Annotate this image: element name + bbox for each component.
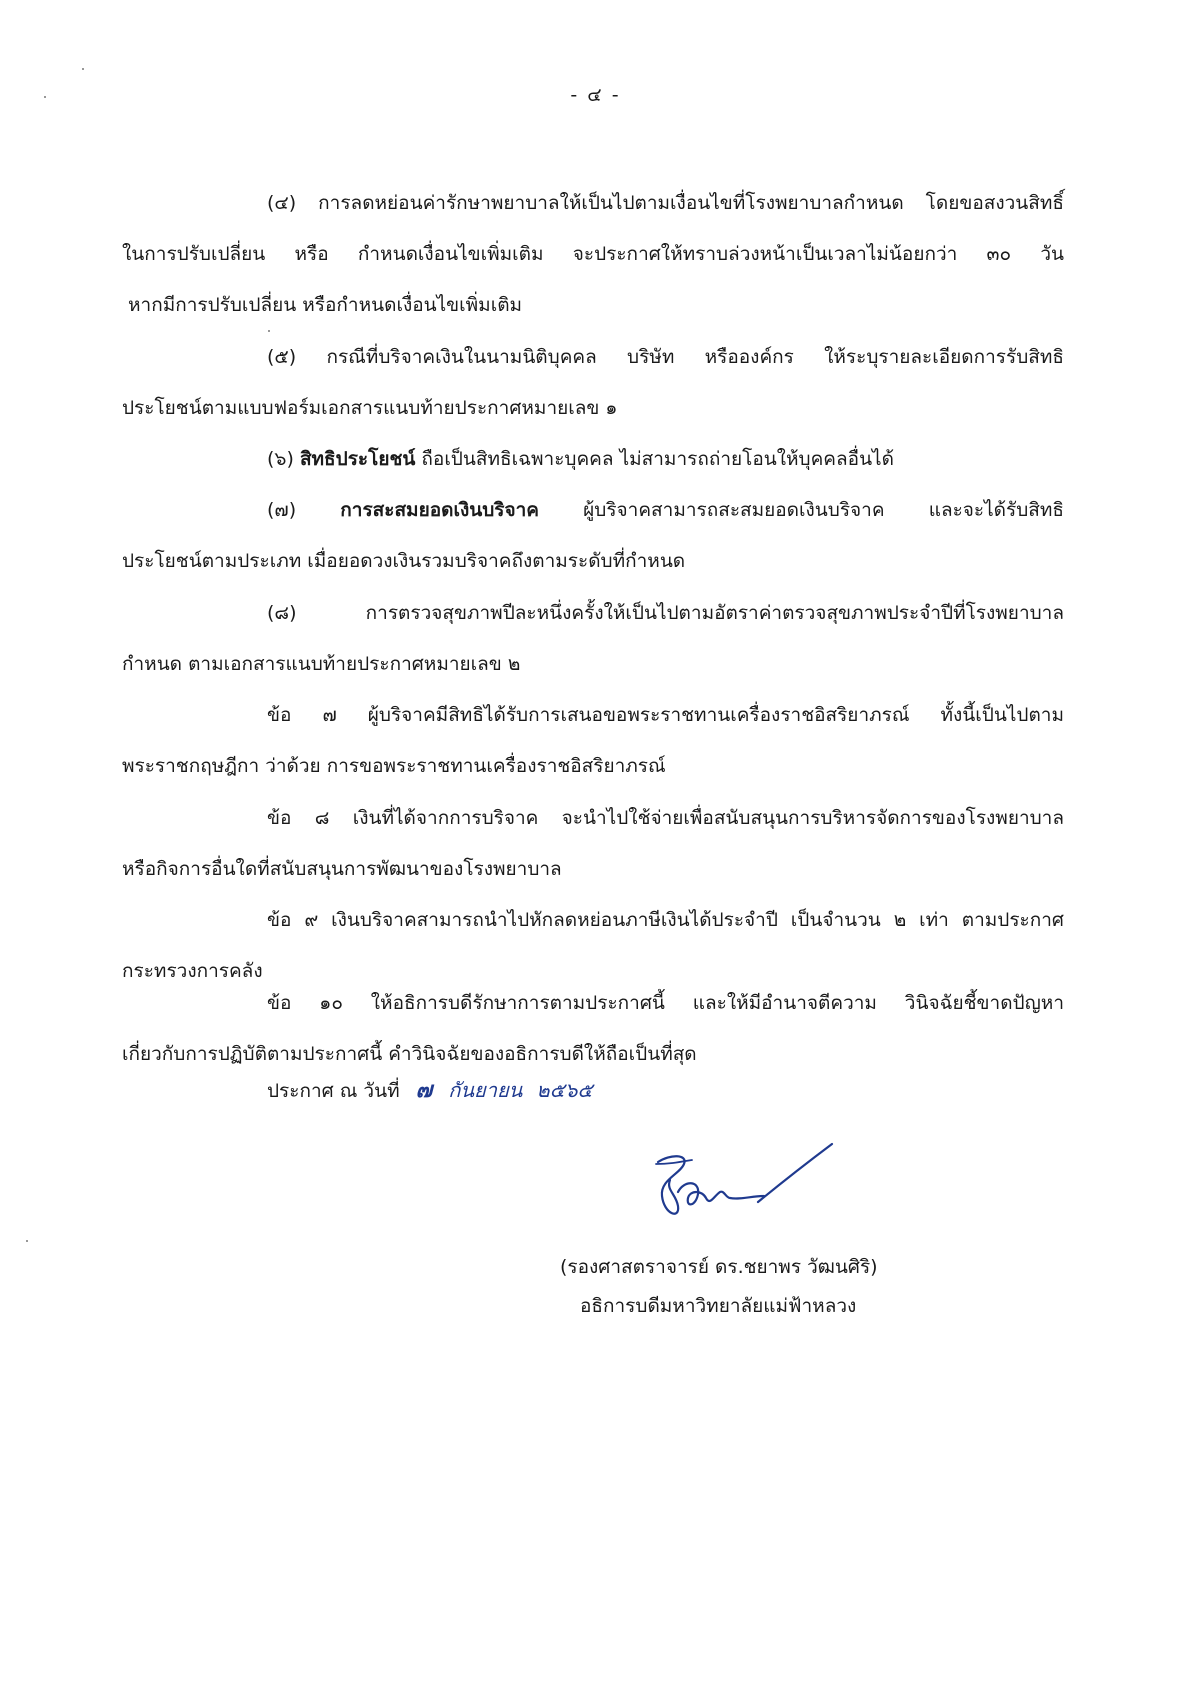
clause-item-7-text: ผู้บริจาคสามารถสะสมยอดเงินบริจาค และจะได้รับสิทธิ <box>539 499 1065 521</box>
article-8 <box>122 793 1064 895</box>
article-10-line-2: เกี่ยวกับการปฏิบัติตามประกาศนี้ คำวินิจฉัยของอธิการบดีให้ถือเป็นที่สุด <box>122 1043 697 1065</box>
clause-item-6-text: ถือเป็นสิทธิเฉพาะบุคคล ไม่สามารถถ่ายโอนให้บุคคลอื่นได้ <box>415 448 894 470</box>
clause-item-8-line-2: กำหนด ตามเอกสารแนบท้ายประกาศหมายเลข ๒ <box>122 653 521 675</box>
clause-item-8 <box>122 588 1064 690</box>
clause-item-7-line-1 <box>122 485 1064 536</box>
announcement-date <box>267 1072 593 1107</box>
signer-name: (รองศาสตราจารย์ ดร.ชยาพร วัฒนศิริ) <box>560 1256 878 1278</box>
announcement-date-label: ประกาศ ณ วันที่ <box>267 1080 400 1102</box>
scan-speck <box>268 330 270 332</box>
article-10-line-1: ข้อ ๑๐ ให้อธิการบดีรักษาการตามประกาศนี้ และให้มีอำนาจตีความ วินิจฉัยชี้ขาดปัญหา <box>267 992 1064 1014</box>
clause-item-7-heading: การสะสมยอดเงินบริจาค <box>340 499 539 521</box>
article-9-line-2: กระทรวงการคลัง <box>122 960 263 982</box>
scan-speck <box>26 1240 28 1242</box>
announcement-date-year: ๒๕๖๕ <box>536 1078 593 1102</box>
clause-item-4-line-2: ในการปรับเปลี่ยน หรือ กำหนดเงื่อนไขเพิ่มเติม จะประกาศให้ทราบล่วงหน้าเป็นเวลาไม่น้อยกว่า ๓๐ วัน <box>122 243 1064 265</box>
page-number: - ๔ - <box>570 84 621 106</box>
article-10 <box>122 978 1064 1080</box>
clause-item-6-line-1 <box>122 434 1064 485</box>
article-7-line-2: พระราชกฤษฎีกา ว่าด้วย การขอพระราชทานเครื่องราชอิสริยาภรณ์ <box>122 755 666 777</box>
clause-item-6-heading: สิทธิประโยชน์ <box>299 448 416 470</box>
article-7-line-1: ข้อ ๗ ผู้บริจาคมีสิทธิได้รับการเสนอขอพระราชทานเครื่องราชอิสริยาภรณ์ ทั้งนี้เป็นไปตาม <box>267 704 1064 726</box>
article-8-line-1: ข้อ ๘ เงินที่ได้จากการบริจาค จะนำไปใช้จ่ายเพื่อสนับสนุนการบริหารจัดการของโรงพยาบาล <box>267 807 1064 829</box>
clause-item-4-line-1: (๔) การลดหย่อนค่ารักษาพยาบาลให้เป็นไปตามเงื่อนไขที่โรงพยาบาลกำหนด โดยขอสงวนสิทธิ์ <box>267 192 1064 214</box>
clause-item-4-line-3: หากมีการปรับเปลี่ยน หรือกำหนดเงื่อนไขเพิ่มเติม <box>128 294 523 316</box>
clause-item-7 <box>122 485 1064 587</box>
announcement-date-day: ๗ <box>415 1077 433 1103</box>
clause-item-7-line-2: ประโยชน์ตามประเภท เมื่อยอดวงเงินรวมบริจาคถึงตามระดับที่กำหนด <box>122 550 686 572</box>
clause-item-5 <box>122 332 1064 434</box>
clause-item-4 <box>122 178 1064 331</box>
article-9-line-1: ข้อ ๙ เงินบริจาคสามารถนำไปหักลดหย่อนภาษีเงินได้ประจำปี เป็นจำนวน ๒ เท่า ตามประกาศ <box>267 909 1064 931</box>
article-8-line-2: หรือกิจการอื่นใดที่สนับสนุนการพัฒนาของโรงพยาบาล <box>122 858 562 880</box>
clause-item-6-prefix: (๖) <box>267 448 300 470</box>
article-7 <box>122 690 1064 792</box>
scan-speck <box>44 96 46 98</box>
announcement-date-month: กันยายน <box>448 1078 523 1102</box>
clause-item-5-line-2: ประโยชน์ตามแบบฟอร์มเอกสารแนบท้ายประกาศหมายเลข ๑ <box>122 397 618 419</box>
clause-item-5-line-1: (๕) กรณีที่บริจาคเงินในนามนิติบุคคล บริษัท หรือองค์กร ให้ระบุรายละเอียดการรับสิทธิ <box>267 346 1064 368</box>
clause-item-6 <box>122 434 1064 485</box>
handwritten-signature <box>640 1140 840 1240</box>
clause-item-7-prefix: (๗) <box>267 499 341 521</box>
signer-position: อธิการบดีมหาวิทยาลัยแม่ฟ้าหลวง <box>580 1295 857 1317</box>
scan-speck <box>82 68 84 70</box>
clause-item-8-line-1: (๘) การตรวจสุขภาพปีละหนึ่งครั้งให้เป็นไปตามอัตราค่าตรวจสุขภาพประจำปีที่โรงพยาบาล <box>267 602 1064 624</box>
